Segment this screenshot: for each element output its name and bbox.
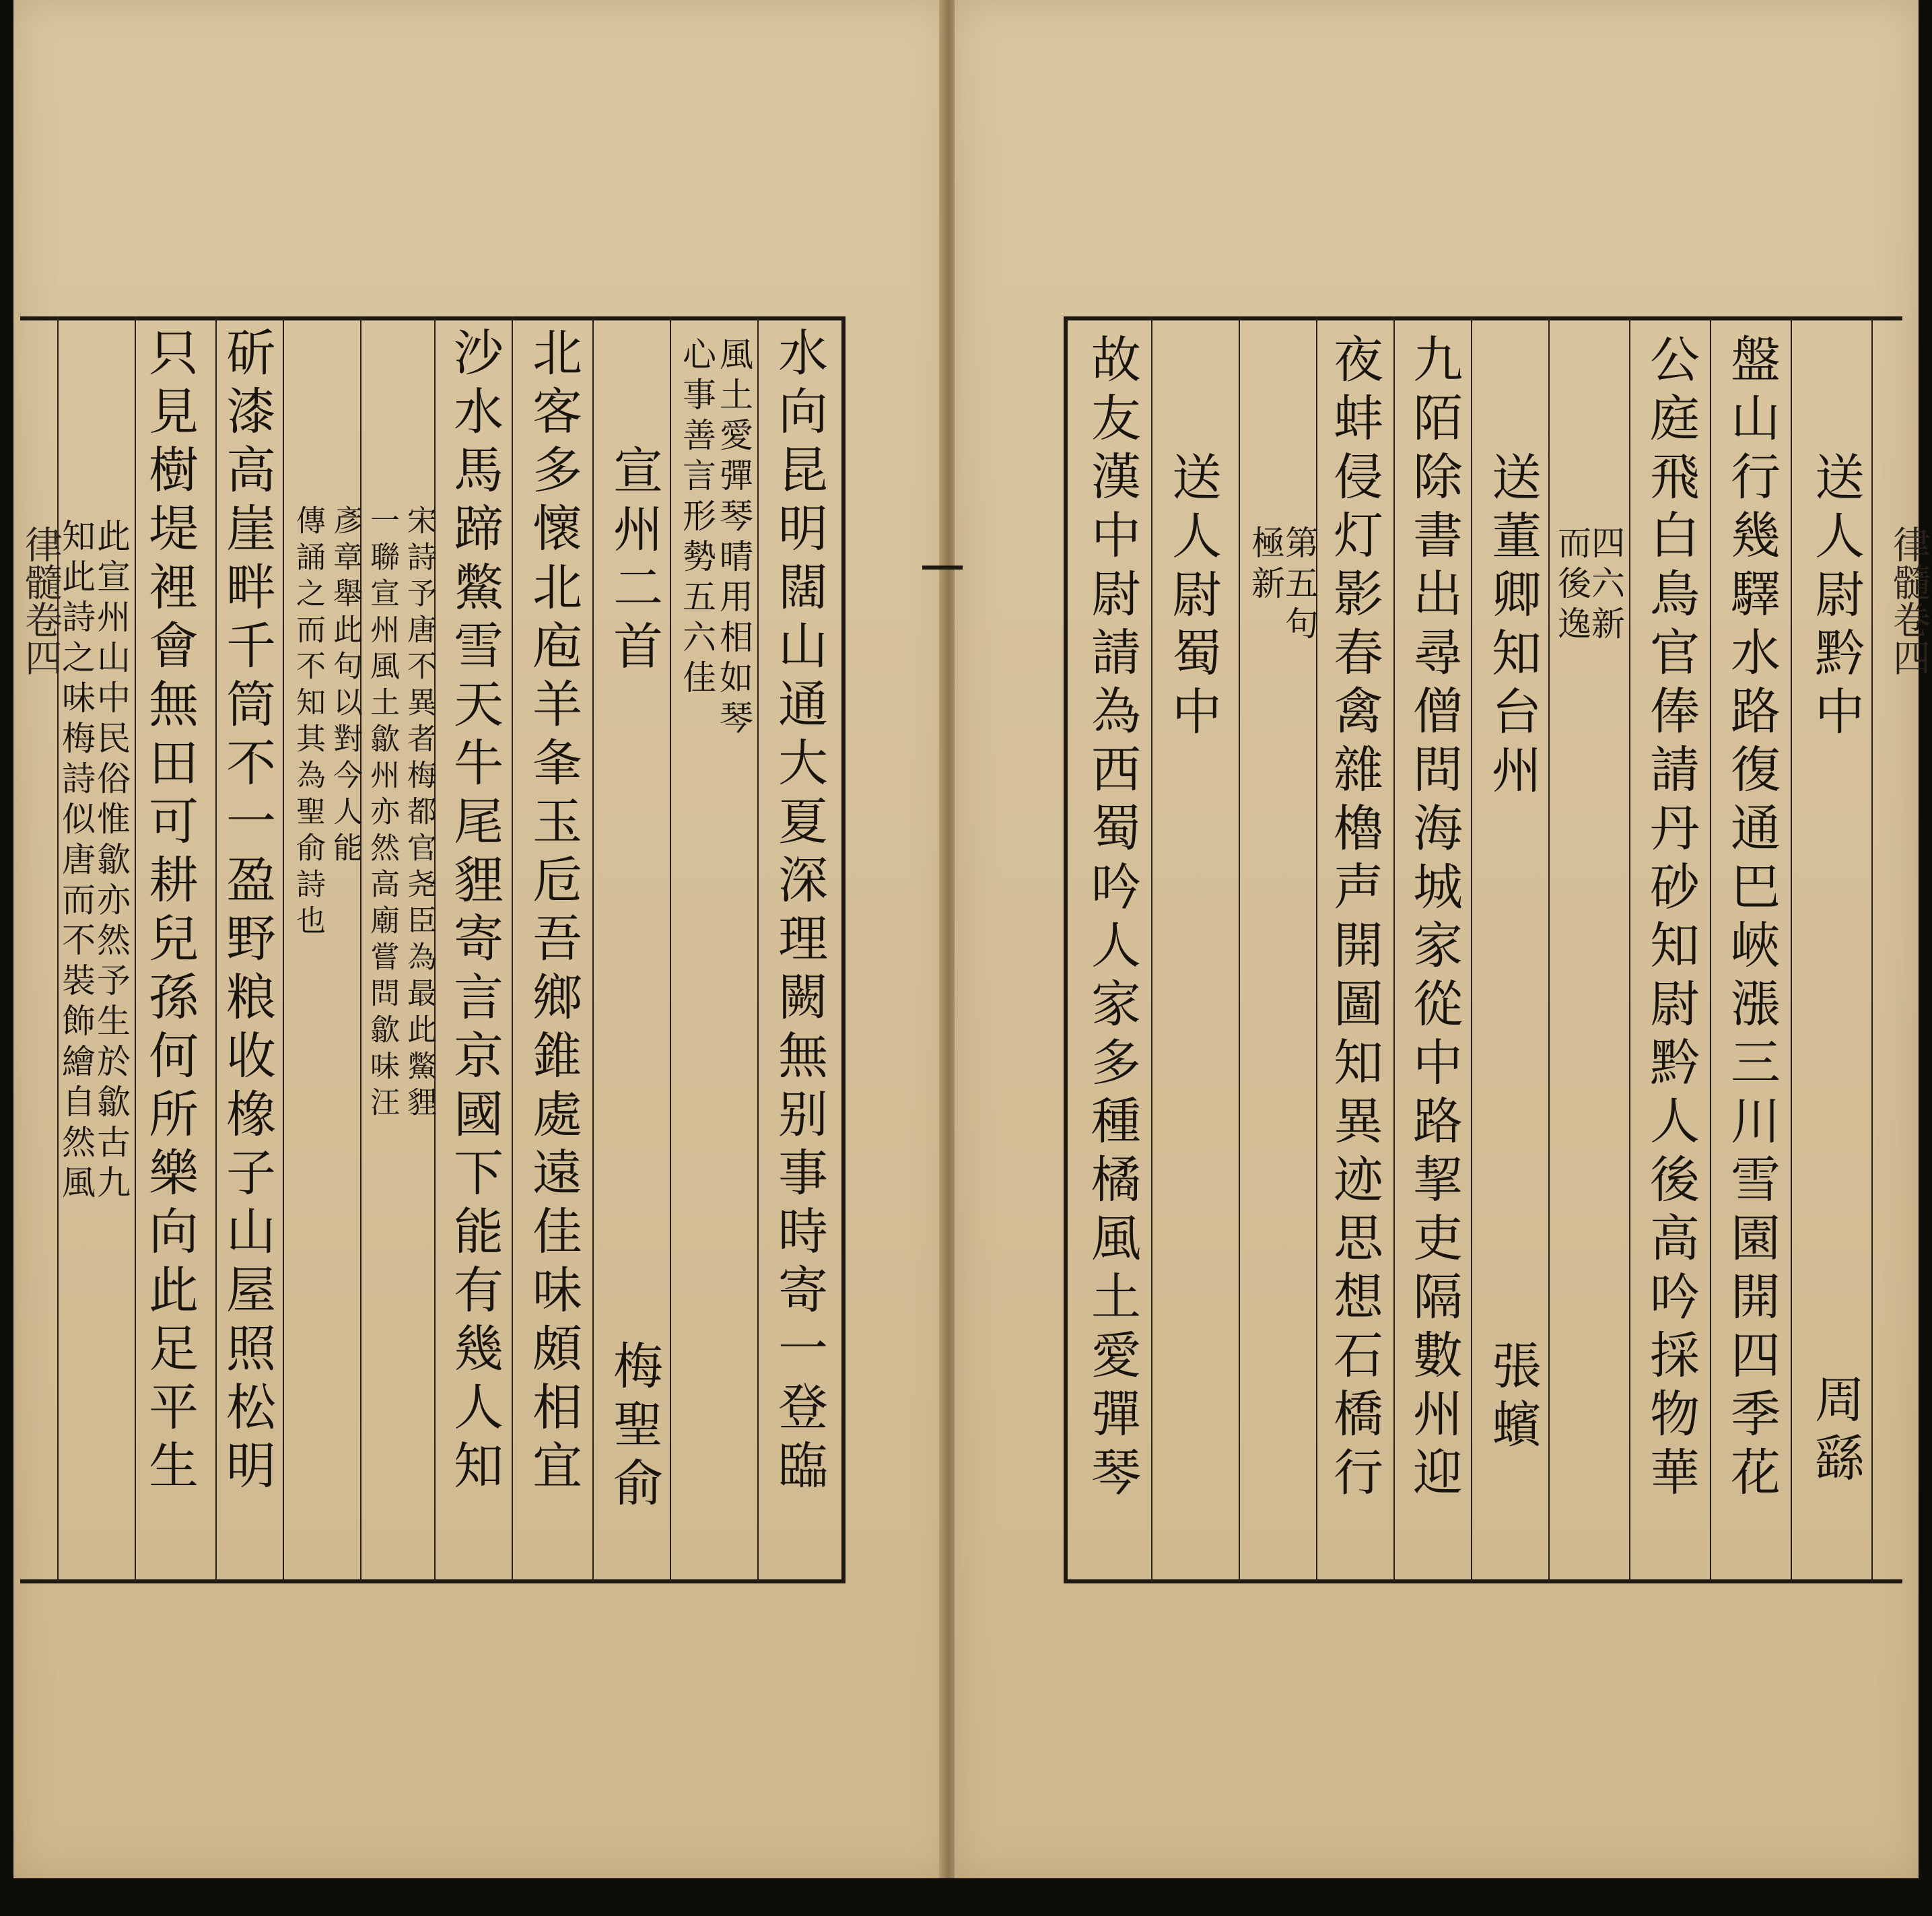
annotation-line: 第五句 <box>1280 525 1319 646</box>
poem-line: 故友漢中尉請為西蜀吟人家多種橘風土愛彈琴 <box>1083 333 1141 1505</box>
poem-title: 送人尉黔中 <box>1807 451 1865 744</box>
column-rule <box>135 316 136 1582</box>
page-edge-label: 律髓卷四 <box>19 525 63 676</box>
column-rule <box>1629 316 1630 1582</box>
annotation-line: 宋詩予唐不異者梅都官尧臣為最此鱉貍 <box>402 505 436 1123</box>
annotation-line: 傳誦之而不知其為聖俞詩也 <box>291 505 325 941</box>
poet-name: 張蠙 <box>1484 1340 1542 1457</box>
column-rule <box>1791 316 1792 1582</box>
poet-name: 周繇 <box>1807 1373 1865 1491</box>
column-rule <box>1548 316 1550 1582</box>
annotation-line: 一聯宣州風土歙州亦然高廟嘗問歙味汪 <box>365 505 399 1123</box>
column-rule <box>283 316 284 1582</box>
column-rule <box>1471 316 1472 1582</box>
poem-line: 九陌除書出尋僧問海城家從中路挈吏隔數州迎 <box>1405 333 1463 1505</box>
annotation-line: 極新 <box>1246 525 1285 606</box>
column-rule <box>215 316 217 1582</box>
column-rule <box>1871 316 1873 1582</box>
poem-line: 沙水馬蹄鱉雪天牛尾貍寄言京國下能有幾人知 <box>446 327 504 1498</box>
poem-title: 宣州二首 <box>605 444 663 679</box>
poet-name: 梅聖俞 <box>605 1340 663 1515</box>
column-rule <box>757 316 759 1582</box>
poem-title: 送董卿知台州 <box>1484 451 1542 802</box>
annotation-line: 知此詩之味梅詩似唐而不裝飾繪自然風 <box>57 518 96 1205</box>
annotation-line: 此宣州山中民俗惟歙亦然予生於歙古九 <box>92 518 131 1205</box>
poem-line: 水向昆明闊山通大夏深理闕無别事時寄一登臨 <box>770 327 828 1498</box>
column-rule <box>1239 316 1240 1582</box>
poem-title: 送人尉蜀中 <box>1164 451 1222 744</box>
page-edge-label: 律髓卷四 <box>1887 525 1931 676</box>
annotation-line: 彥章舉此句以對今人能 <box>328 505 362 868</box>
column-rule <box>1393 316 1395 1582</box>
poem-line: 盤山行幾驛水路復通巴峽漲三川雪園開四季花 <box>1723 333 1781 1505</box>
poem-line: 斫漆高崖畔千筒不一盈野粮收橡子山屋照松明 <box>218 327 276 1498</box>
poem-line: 北客多懷北庖羊夆玉卮吾鄉錐處遠佳味頗相宜 <box>524 327 582 1498</box>
column-rule <box>670 316 671 1582</box>
annotation-line: 風土愛彈琴晴用相如琴 <box>714 337 753 741</box>
column-rule <box>592 316 594 1582</box>
column-rule <box>512 316 513 1582</box>
column-rule <box>1710 316 1711 1582</box>
annotation-line: 心事善言形勢五六佳 <box>677 337 716 700</box>
poem-line: 夜蚌侵灯影春禽雜櫓声開圖知異迹思想石橋行 <box>1325 333 1383 1505</box>
fold-mark <box>922 566 963 570</box>
poem-line: 公庭飛白鳥官俸請丹砂知尉黔人後高吟採物華 <box>1642 333 1700 1505</box>
column-rule <box>1151 316 1152 1582</box>
annotation-line: 而後逸 <box>1552 525 1591 646</box>
annotation-line: 四六新 <box>1586 525 1625 646</box>
column-rule <box>1316 316 1317 1582</box>
poem-line: 只見樹堤裡會無田可耕兒孫何所樂向此足平生 <box>141 327 199 1498</box>
